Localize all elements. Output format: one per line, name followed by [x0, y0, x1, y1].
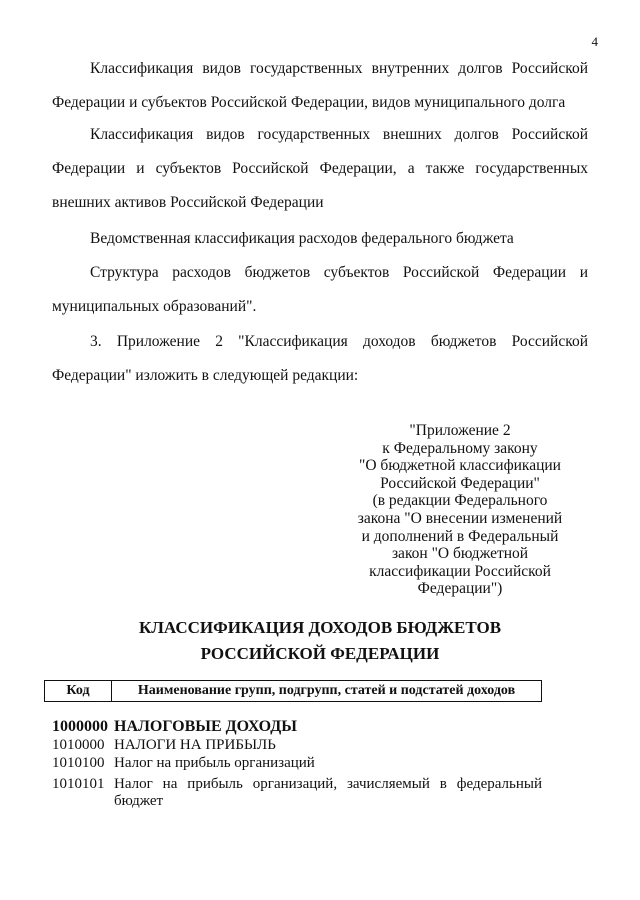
document-title-line-1: КЛАССИФИКАЦИЯ ДОХОДОВ БЮДЖЕТОВ [138, 618, 502, 637]
paragraph-text: Структура расходов бюджетов субъектов Российской Федерации и муниципальных образований". [52, 264, 588, 315]
paragraph-appendix-instruction [52, 325, 588, 393]
document-title-line-2: РОССИЙСКОЙ ФЕДЕРАЦИИ [200, 644, 440, 663]
row-code: 1010000 [52, 737, 105, 753]
table-row [52, 737, 542, 754]
paragraph-departmental [52, 222, 588, 256]
row-name: НАЛОГИ НА ПРИБЫЛЬ [114, 737, 276, 753]
row-name: НАЛОГОВЫЕ ДОХОДЫ [114, 718, 297, 735]
paragraph-external-debts [52, 118, 588, 220]
row-code: 1010100 [52, 755, 105, 771]
column-header-code: Код [45, 681, 112, 701]
appendix-line: классификации Российской [369, 562, 551, 580]
appendix-line: Федерации") [417, 580, 503, 598]
page-number: 4 [591, 34, 598, 49]
table-row [52, 776, 542, 810]
paragraph-text: 3. Приложение 2 "Классификация доходов бюджетов Российской Федерации" изложить в следующей редакции: [52, 333, 588, 384]
appendix-line: к Федеральному закону [382, 439, 538, 457]
paragraph-structure [52, 256, 588, 324]
appendix-line: закон "О бюджетной [391, 545, 529, 563]
appendix-line: "О бюджетной классификации [359, 457, 561, 475]
paragraph-text: Классификация видов государственных внутренних долгов Российской Федерации и субъектов Российской Федерации, видов муниципального долга [52, 60, 588, 111]
column-header-name: Наименование групп, подгрупп, статей и подстатей доходов [137, 683, 516, 698]
table-header [44, 680, 542, 702]
paragraph-text: Классификация видов государственных внешних долгов Российской Федерации и субъектов Российской Федерации, а также государственных внешних активов Российской Федерации [52, 126, 588, 211]
paragraph-text: Ведомственная классификация расходов федерального бюджета [90, 230, 514, 247]
appendix-line: закона "О внесении изменений [357, 509, 563, 527]
appendix-line: Российской Федерации" [380, 474, 540, 492]
appendix-line: "Приложение 2 [409, 422, 511, 439]
row-code: 1000000 [52, 718, 108, 735]
row-name: Налог на прибыль организаций [114, 755, 315, 771]
table-row [52, 718, 542, 735]
appendix-note [348, 422, 572, 598]
row-name: Налог на прибыль организаций, зачисляемый в федеральный бюджет [114, 776, 542, 809]
row-code: 1010101 [52, 776, 105, 792]
appendix-line: (в редакции Федерального [372, 492, 548, 510]
paragraph-internal-debts [52, 52, 588, 120]
table-row [52, 755, 542, 772]
appendix-line: и дополнений в Федеральный [361, 527, 559, 545]
